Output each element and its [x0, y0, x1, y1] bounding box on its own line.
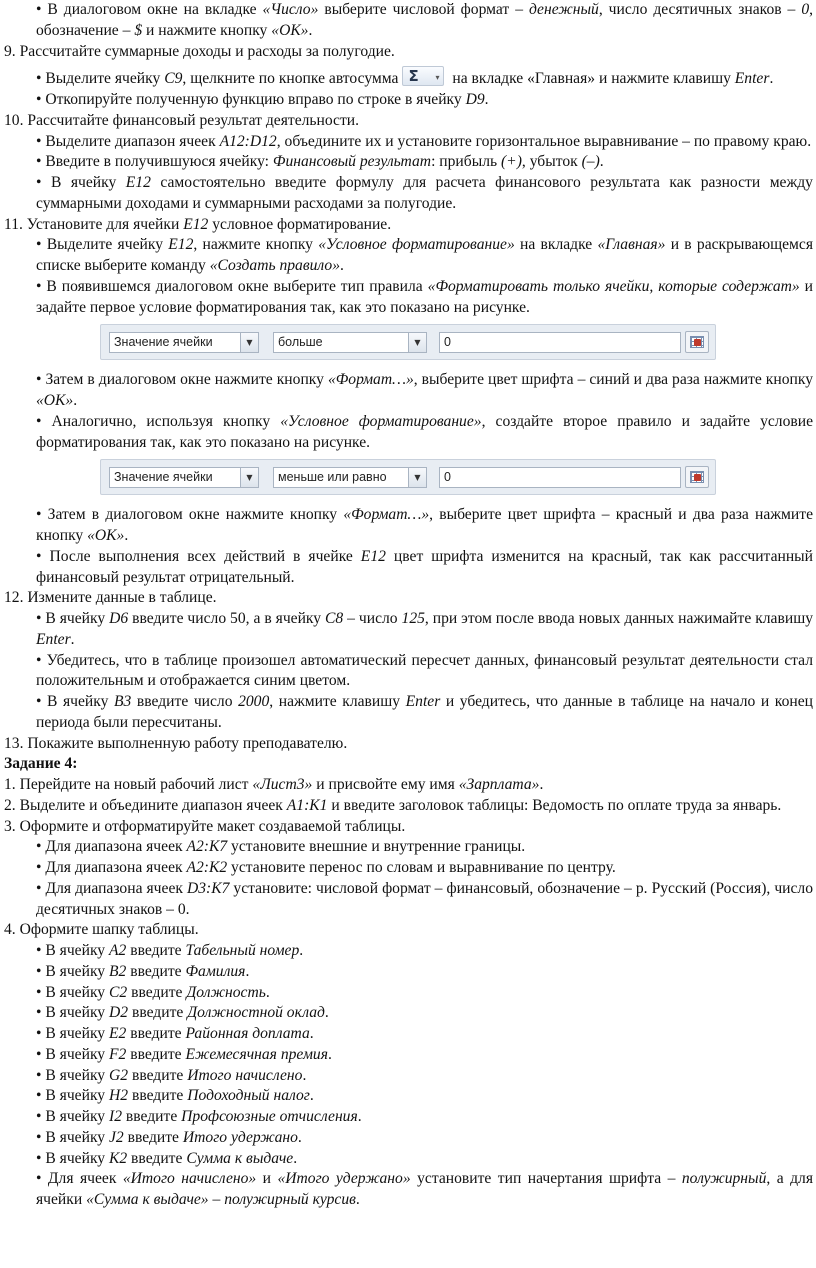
paragraph: • Выделите ячейку Е12, нажмите кнопку «Условное форматирование» на вкладке «Главная» и в раскрывающемся списке выберите команду «Создать правило».	[4, 235, 813, 277]
dropdown-arrow-icon[interactable]: ▼	[240, 468, 258, 487]
list-item: • В ячейку F2 введите Ежемесячная премия.	[4, 1045, 813, 1066]
rule-panel	[100, 459, 716, 495]
step-heading: 12. Измените данные в таблице.	[4, 589, 217, 607]
paragraph: • Для ячеек «Итого начислено» и «Итого удержано» установите тип начертания шрифта – полужирный, а для ячейки «Сумма к выдаче» – полужирный курсив.	[4, 1169, 813, 1211]
task-step: 1. Перейдите на новый рабочий лист «Лист3» и присвойте ему имя «Зарплата».	[4, 776, 544, 793]
range-select-icon[interactable]	[685, 331, 709, 353]
paragraph: • Для диапазона ячеек D3:К7 установите: числовой формат – финансовый, обозначение – р. Русский (Россия), число десятичных знаков – 0.	[4, 879, 813, 921]
range-select-icon[interactable]	[685, 466, 709, 488]
paragraph: • После выполнения всех действий в ячейке Е12 цвет шрифта изменится на красный, так как рассчитанный финансовый результат отрицательный.	[4, 547, 813, 589]
list-item: • В ячейку Н2 введите Подоходный налог.	[4, 1086, 813, 1107]
list-item: • В ячейку I2 введите Профсоюзные отчисления.	[4, 1107, 813, 1128]
paragraph: • Введите в получившуюся ячейку: Финансовый результат: прибыль (+), убыток (–).	[4, 152, 813, 173]
dropdown-arrow-icon[interactable]: ▼	[240, 333, 258, 352]
task-heading: Задание 4:	[4, 755, 78, 773]
paragraph: • Убедитесь, что в таблице произошел автоматический пересчет данных, финансовый результат деятельности стал положительным и отображается синим цветом.	[4, 651, 813, 693]
paragraph: • В диалоговом окне на вкладке «Число» выберите числовой формат – денежный, число десятичных знаков – 0, обозначение – $ и нажмите кнопку «ОК».	[4, 0, 813, 42]
paragraph: • Для диапазона ячеек А2:К7 установите внешние и внутренние границы.	[4, 837, 813, 858]
task-step: 4. Оформите шапку таблицы.	[4, 921, 199, 939]
task-step: 2. Выделите и объедините диапазон ячеек А1:К1 и введите заголовок таблицы: Ведомость по оплате труда за январь.	[4, 796, 782, 814]
conditional-format-rule-2	[4, 459, 813, 495]
paragraph: • Затем в диалоговом окне нажмите кнопку «Формат…», выберите цвет шрифта – синий и два раза нажмите кнопку «ОК».	[4, 370, 813, 412]
operator-select[interactable]: меньше или равно ▼	[273, 467, 427, 488]
rule-panel	[100, 324, 716, 360]
paragraph: • В ячейку В3 введите число 2000, нажмите клавишу Enter и убедитесь, что данные в таблице на начало и конец периода были пересчитаны.	[4, 692, 813, 734]
list-item: • В ячейку G2 введите Итого начислено.	[4, 1066, 813, 1087]
dropdown-arrow-icon[interactable]: ▼	[408, 468, 426, 487]
step-heading: 13. Покажите выполненную работу преподавателю.	[4, 734, 348, 752]
list-item: • В ячейку J2 введите Итого удержано.	[4, 1128, 813, 1149]
value-input[interactable]: 0	[439, 467, 681, 488]
condition-type-select[interactable]: Значение ячейки ▼	[109, 332, 259, 353]
list-item: • В ячейку А2 введите Табельный номер.	[4, 941, 813, 962]
paragraph: • Аналогично, используя кнопку «Условное форматирование», создайте второе правило и задайте условие форматирования так, как это показано на рисунке.	[4, 412, 813, 454]
list-item: • В ячейку К2 введите Сумма к выдаче.	[4, 1149, 813, 1170]
list-item: • В ячейку Е2 введите Районная доплата.	[4, 1024, 813, 1045]
step-heading: 10. Рассчитайте финансовый результат деятельности.	[4, 111, 360, 129]
operator-select[interactable]: больше ▼	[273, 332, 427, 353]
paragraph: • В появившемся диалоговом окне выберите тип правила «Форматировать только ячейки, которые содержат» и задайте первое условие форматирования так, как это показано на рисунке.	[4, 277, 813, 319]
list-item: • В ячейку D2 введите Должностной оклад.	[4, 1003, 813, 1024]
step-heading: 11. Установите для ячейки Е12 условное форматирование.	[4, 215, 392, 233]
paragraph: • В ячейку Е12 самостоятельно введите формулу для расчета финансового результата как разности между суммарными доходами и суммарными расходами за полугодие.	[4, 173, 813, 215]
header-cells-list	[4, 941, 813, 1169]
conditional-format-rule-1	[4, 324, 813, 360]
paragraph: • Выделите диапазон ячеек А12:D12, объедините их и установите горизонтальное выравнивание – по правому краю.	[4, 132, 813, 153]
dropdown-arrow-icon[interactable]: ▼	[408, 333, 426, 352]
condition-type-select[interactable]: Значение ячейки ▼	[109, 467, 259, 488]
step-heading: 9. Рассчитайте суммарные доходы и расходы за полугодие.	[4, 42, 395, 60]
paragraph: • Затем в диалоговом окне нажмите кнопку «Формат…», выберите цвет шрифта – красный и два раза нажмите кнопку «ОК».	[4, 505, 813, 547]
value-input[interactable]: 0	[439, 332, 681, 353]
paragraph: • Откопируйте полученную функцию вправо по строке в ячейку D9.	[4, 90, 813, 111]
paragraph: • Для диапазона ячеек А2:К2 установите перенос по словам и выравнивание по центру.	[4, 858, 813, 879]
task-step: 3. Оформите и отформатируйте макет создаваемой таблицы.	[4, 817, 406, 835]
paragraph: • Выделите ячейку С9, щелкните по кнопке автосумма Σ ▾ на вкладке «Главная» и нажмите клавишу Enter.	[4, 66, 813, 90]
list-item: • В ячейку С2 введите Должность.	[4, 983, 813, 1004]
list-item: • В ячейку В2 введите Фамилия.	[4, 962, 813, 983]
autosum-icon: Σ ▾	[402, 66, 444, 86]
paragraph: • В ячейку D6 введите число 50, а в ячейку С8 – число 125, при этом после ввода новых данных нажимайте клавишу Enter.	[4, 609, 813, 651]
